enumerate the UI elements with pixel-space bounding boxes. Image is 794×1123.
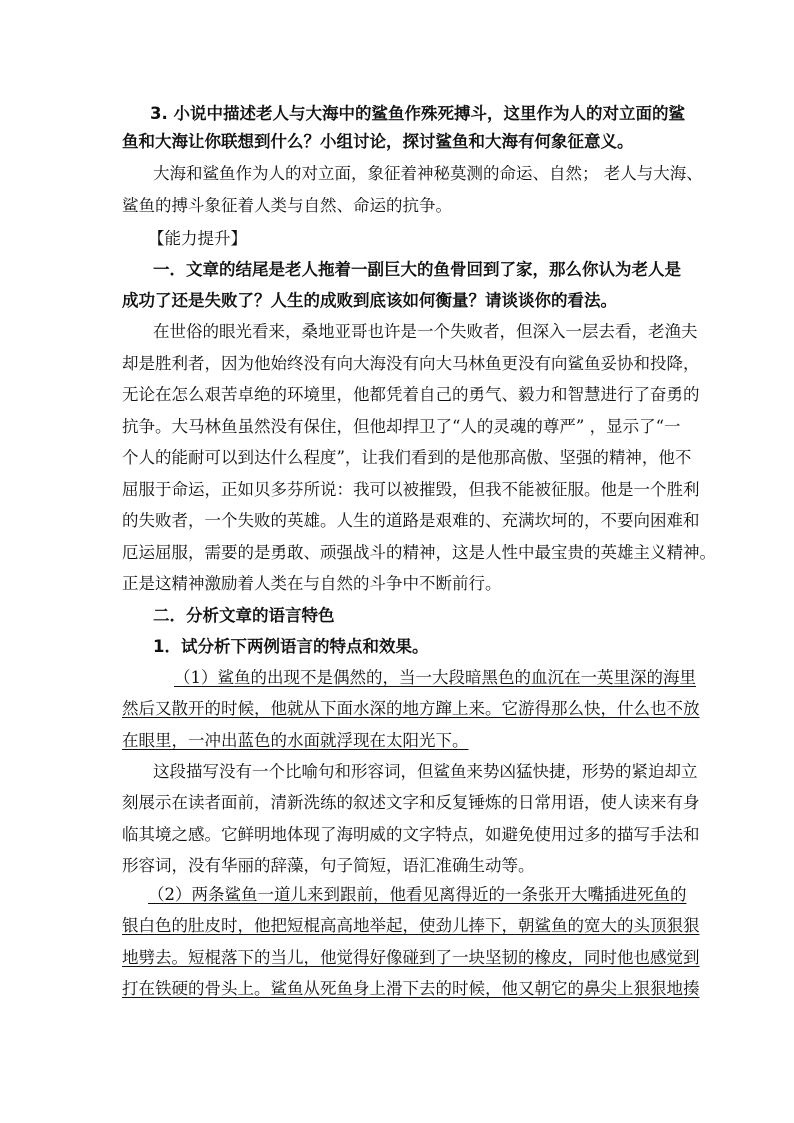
question-3-line: 3. 小说中描述老人与大海中的鲨鱼作殊死搏斗，这里作为人的对立面的鲨 xyxy=(150,104,685,123)
example-2-line: 打在铁硬的骨头上。鲨鱼从死鱼身上滑下去的时候，他又朝它的鼻尖上狠狠地揍 xyxy=(122,979,700,998)
part-2-title-text: 二．分析文章的语言特色 xyxy=(153,606,335,625)
part-1-answer-line: 的失败者，一个失败的英雄。人生的道路是艰难的、充满坎坷的，不要向困难和 xyxy=(122,511,700,530)
answer-3-line: 大海和鲨鱼作为人的对立面，象征着神秘莫测的命运、自然； 老人与大海、 xyxy=(153,164,703,183)
part-1-answer-line: 厄运屈服，需要的是勇敢、顽强战斗的精神，这是人性中最宝贵的英雄主义精神。 xyxy=(122,543,716,562)
part-1-answer-line: 在世俗的眼光看来，桑地亚哥也许是一个失败者，但深入一层去看，老渔夫 xyxy=(153,322,698,341)
example-2-line: （2）两条鲨鱼一道儿来到跟前，他看见离得近的一条张开大嘴插进死鱼的 xyxy=(148,885,687,904)
part-1-answer-line: 无论在怎么艰苦卓绝的环境里，他都凭着自己的勇气、毅力和智慧进行了奋勇的 xyxy=(122,385,700,404)
part-1-question-line: 成功了还是失败了？人生的成败到底该如何衡量？请谈谈你的看法。 xyxy=(122,291,617,310)
part-1-answer-line: 个人的能耐可以到达什么程度”，让我们看到的是他那高傲、坚强的精神，他不 xyxy=(122,448,692,467)
answer-3-line: 鲨鱼的搏斗象征着人类与自然、命运的抗争。 xyxy=(122,196,452,215)
section-title-text: 【能力提升】 xyxy=(148,229,247,248)
question-3-line: 鱼和大海让你联想到什么？小组讨论，探讨鲨鱼和大海有何象征意义。 xyxy=(122,132,634,151)
example-2-line: 地劈去。短棍落下的当儿，他觉得好像碰到了一块坚韧的橡皮，同时他也感觉到 xyxy=(122,948,700,967)
example-2-line: 银白色的肚皮时，他把短棍高高地举起，使劲儿捧下，朝鲨鱼的宽大的头顶狠狠 xyxy=(122,916,700,935)
example-1-line: 然后又散开的时候，他就从下面水深的地方蹿上来。它游得那么快，什么也不放 xyxy=(122,699,700,718)
part-1-question-line: 一．文章的结尾是老人拖着一副巨大的鱼骨回到了家，那么你认为老人是 xyxy=(153,260,681,279)
part-1-answer-line: 抗争。大马林鱼虽然没有保住，但他却捍卫了“人的灵魂的尊严” ，显示了“一 xyxy=(122,417,681,436)
part-1-answer-line: 屈服于命运，正如贝多芬所说：我可以被摧毁，但我不能被征服。他是一个胜利 xyxy=(122,480,700,499)
part-1-answer-line: 正是这精神激励着人类在与自然的斗争中不断前行。 xyxy=(122,574,502,593)
example-1-line: （1）鲨鱼的出现不是偶然的，当一大段暗黑色的血沉在一英里深的海里 xyxy=(174,668,696,687)
example-1-answer-line: 形容词，没有华丽的辞藻，句子简短，语汇准确生动等。 xyxy=(122,856,535,875)
example-1-line: 在眼里，一冲出蓝色的水面就浮现在太阳光下。 xyxy=(122,731,469,750)
part-2-subtitle-text: 1．试分析下两例语言的特点和效果。 xyxy=(153,637,429,656)
example-1-answer-line: 这段描写没有一个比喻句和形容词，但鲨鱼来势凶猛快捷，形势的紧迫却立 xyxy=(153,762,698,781)
part-1-answer-line: 却是胜利者，因为他始终没有向大海没有向大马林鱼更没有向鲨鱼妥协和投降， xyxy=(122,354,700,373)
example-1-answer-line: 刻展示在读者面前，清新洗练的叙述文字和反复锤炼的日常用语，使人读来有身 xyxy=(122,793,700,812)
example-1-answer-line: 临其境之感。它鲜明地体现了海明威的文字特点，如避免使用过多的描写手法和 xyxy=(122,825,700,844)
